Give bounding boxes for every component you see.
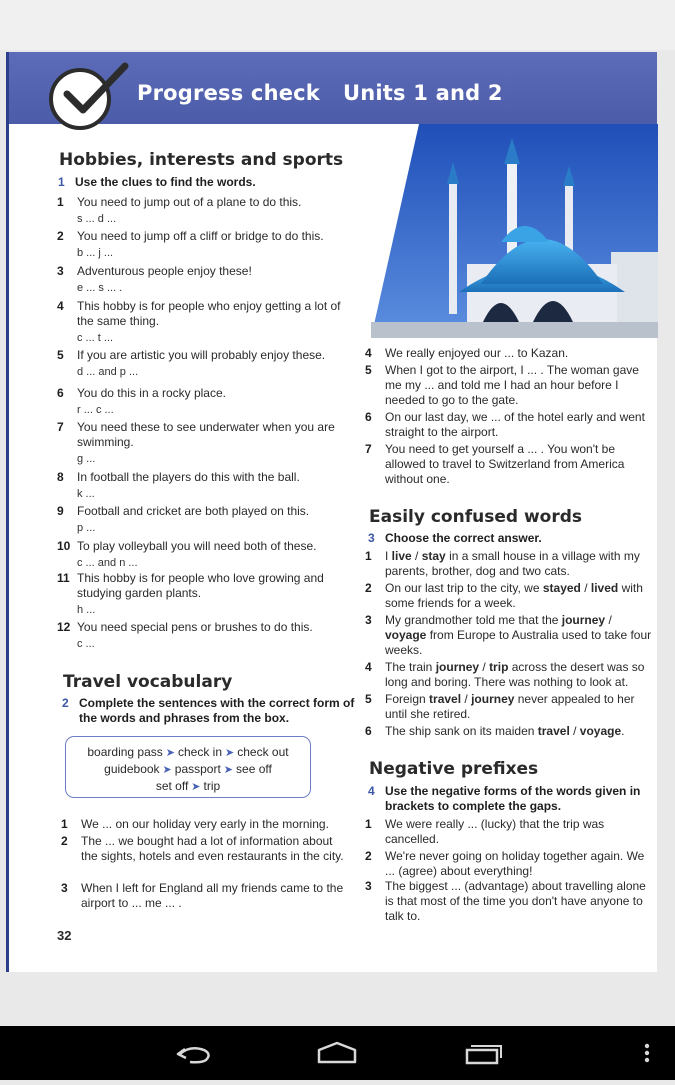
list-item <box>57 470 347 502</box>
choice-word: travel <box>429 692 462 706</box>
box-word: check out <box>237 745 289 759</box>
list-item <box>365 692 655 722</box>
item-text: When I left for England all my friends came to the airport to ... me ... . <box>81 881 344 910</box>
box-word: set off <box>155 779 189 793</box>
item-hint: e ... s ... . <box>77 282 123 294</box>
item-number: 1 <box>365 549 372 563</box>
list-item <box>57 195 347 227</box>
item-number: 3 <box>61 881 68 895</box>
exercise-2-instruction <box>62 696 359 726</box>
textbook-page <box>6 52 657 972</box>
instruction-text: Choose the correct answer. <box>385 531 542 545</box>
list-item <box>365 613 655 658</box>
list-item <box>57 571 347 618</box>
recents-button[interactable] <box>446 1026 516 1080</box>
menu-dots-icon <box>632 1026 662 1080</box>
exercise-number: 3 <box>368 531 375 545</box>
list-item <box>57 620 347 652</box>
item-hint: r ... c ... <box>77 404 114 416</box>
home-icon <box>302 1026 372 1080</box>
item-number: 11 <box>57 571 70 585</box>
recents-icon <box>446 1026 516 1080</box>
exercise-4-instruction <box>368 784 655 814</box>
page-number: 32 <box>57 928 72 943</box>
item-text: The train <box>385 660 436 674</box>
exercise-number: 4 <box>368 784 375 798</box>
item-text: To play volleyball you will need both of these. <box>77 539 317 553</box>
item-number: 3 <box>365 613 372 627</box>
list-item <box>61 834 347 864</box>
item-number: 2 <box>57 229 64 243</box>
item-text: in a small house in a village with my parents, brother, dog and two cats. <box>385 549 640 578</box>
menu-button[interactable] <box>632 1026 662 1080</box>
item-text: from Europe to Australia used to take four weeks. <box>385 628 652 657</box>
box-word: passport <box>174 762 221 776</box>
item-text: The biggest ... (advantage) about travelling alone is that most of the time you don't have anyone to talk to. <box>385 879 646 923</box>
list-item <box>57 264 347 296</box>
item-text: We ... on our holiday very early in the morning. <box>81 817 329 831</box>
item-text: You need to jump off a cliff or bridge to do this. <box>77 229 324 243</box>
checkmark-icon <box>53 58 133 128</box>
item-text: . <box>621 724 625 738</box>
item-text: My grandmother told me that the <box>385 613 562 627</box>
list-item <box>365 817 655 847</box>
item-number: 6 <box>57 386 64 400</box>
item-text: We really enjoyed our ... to Kazan. <box>385 346 569 360</box>
box-word: check in <box>177 745 223 759</box>
choice-separator: / <box>479 660 490 674</box>
item-number: 5 <box>365 692 372 706</box>
item-hint: d ... and p ... <box>77 366 139 378</box>
item-text: Foreign <box>385 692 430 706</box>
box-word: guidebook <box>104 762 160 776</box>
choice-separator: / <box>580 581 591 595</box>
section-title-travel: Travel vocabulary <box>63 672 233 692</box>
item-hint: s ... d ... <box>77 213 117 225</box>
list-item <box>61 817 347 832</box>
item-text: This hobby is for people who enjoy getting a lot of the same thing. <box>77 299 341 328</box>
list-item <box>57 539 347 571</box>
list-item <box>61 881 347 911</box>
back-button[interactable] <box>160 1026 230 1080</box>
item-hint: c ... and n ... <box>77 557 138 569</box>
section-title-negative: Negative prefixes <box>369 759 539 779</box>
item-text: You need special pens or brushes to do this. <box>77 620 313 634</box>
item-text: You do this in a rocky place. <box>77 386 226 400</box>
item-text: We were really ... (lucky) that the trip was cancelled. <box>385 817 605 846</box>
item-number: 2 <box>365 581 372 595</box>
section-title-hobbies: Hobbies, interests and sports <box>59 150 344 170</box>
item-hint: c ... <box>77 638 95 650</box>
item-number: 1 <box>57 195 64 209</box>
item-text: You need to jump out of a plane to do this. <box>77 195 302 209</box>
header-badge-title: Progress check <box>137 81 320 105</box>
arrow-icon: ➤ <box>165 747 175 759</box>
list-item <box>365 549 655 579</box>
list-item <box>365 724 655 739</box>
box-word: see off <box>236 762 272 776</box>
list-item <box>365 363 655 408</box>
list-item <box>365 849 655 879</box>
exercise-number: 2 <box>62 696 69 710</box>
item-number: 2 <box>61 834 68 848</box>
item-number: 4 <box>57 299 64 313</box>
item-number: 8 <box>57 470 64 484</box>
choice-word: journey <box>435 660 480 674</box>
item-number: 7 <box>57 420 64 434</box>
item-text: When I got to the airport, I ... . The woman gave me my ... and told me I had an hour before I needed to go to the gate. <box>385 363 639 407</box>
item-hint: b ... j ... <box>77 247 114 259</box>
exercise-number: 1 <box>58 175 65 189</box>
choice-word: voyage <box>579 724 622 738</box>
home-button[interactable] <box>302 1026 372 1080</box>
header-units-title: Units 1 and 2 <box>343 81 503 105</box>
item-text: The ... we bought had a lot of information about the sights, hotels and even restaurants in the city. <box>81 834 344 863</box>
instruction-text: Use the negative forms of the words given in brackets to complete the gaps. <box>385 784 641 813</box>
list-item <box>57 348 347 380</box>
item-text: On our last trip to the city, we <box>385 581 543 595</box>
item-text: You need these to see underwater when you are swimming. <box>77 420 335 449</box>
item-text: We're never going on holiday together again. We ... (agree) about everything! <box>385 849 645 878</box>
arrow-icon: ➤ <box>225 747 235 759</box>
list-item <box>57 299 347 346</box>
item-number: 2 <box>365 849 372 863</box>
item-number: 12 <box>57 620 71 634</box>
item-number: 1 <box>365 817 372 831</box>
item-number: 7 <box>365 442 372 456</box>
choice-word: trip <box>489 660 509 674</box>
choice-separator: / <box>461 692 472 706</box>
choice-word: live <box>391 549 412 563</box>
list-item <box>365 442 655 487</box>
choice-word: travel <box>537 724 570 738</box>
list-item <box>57 386 347 418</box>
box-word: boarding pass <box>87 745 163 759</box>
arrow-icon: ➤ <box>223 764 234 776</box>
choice-word: voyage <box>385 628 427 642</box>
item-text: with some friends for a week. <box>385 581 643 610</box>
exercise-1-instruction <box>58 175 365 190</box>
item-number: 3 <box>365 879 372 893</box>
item-number: 10 <box>57 539 71 553</box>
list-item <box>365 581 655 611</box>
item-number: 1 <box>61 817 68 831</box>
choice-word: lived <box>590 581 619 595</box>
choice-separator: / <box>569 724 580 738</box>
item-text: Football and cricket are both played on this. <box>77 504 310 518</box>
item-number: 5 <box>57 348 64 362</box>
choice-word: stayed <box>542 581 581 595</box>
item-number: 3 <box>57 264 64 278</box>
item-text: In football the players do this with the ball. <box>77 470 300 484</box>
item-text: never appealed to her until she retired. <box>385 692 635 721</box>
list-item <box>365 346 655 361</box>
back-icon <box>160 1026 230 1080</box>
item-hint: h ... <box>77 604 96 616</box>
mosque-photo <box>371 124 658 338</box>
exercise-3-instruction <box>368 531 655 546</box>
list-item <box>57 229 347 261</box>
word-box <box>65 736 311 798</box>
choice-word: journey <box>561 613 606 627</box>
list-item <box>365 660 655 690</box>
item-text: across the desert was so long and boring. There was nothing to look at. <box>385 660 645 689</box>
item-text: On our last day, we ... of the hotel early and went straight to the airport. <box>385 410 645 439</box>
instruction-text: Use the clues to find the words. <box>75 175 256 189</box>
item-number: 9 <box>57 504 64 518</box>
arrow-icon: ➤ <box>162 764 172 776</box>
item-number: 4 <box>365 660 372 674</box>
navigation-bar <box>0 1026 675 1080</box>
item-text: Adventurous people enjoy these! <box>77 264 252 278</box>
choice-separator: / <box>605 613 612 627</box>
item-number: 6 <box>365 724 372 738</box>
item-number: 4 <box>365 346 372 360</box>
item-text: You need to get yourself a ... . You won't be allowed to travel to Switzerland from America without one. <box>385 442 625 486</box>
item-number: 5 <box>365 363 372 377</box>
list-item <box>365 410 655 440</box>
status-bar <box>0 0 675 50</box>
section-title-confused: Easily confused words <box>369 507 583 527</box>
item-hint: p ... <box>77 522 96 534</box>
item-number: 6 <box>365 410 372 424</box>
arrow-icon: ➤ <box>191 781 201 793</box>
instruction-text: Complete the sentences with the correct form of the words and phrases from the box. <box>79 696 355 725</box>
item-text: I <box>385 549 392 563</box>
item-hint: g ... <box>77 453 96 465</box>
item-text: This hobby is for people who love growing and studying garden plants. <box>77 571 324 600</box>
item-text: The ship sank on its maiden <box>385 724 538 738</box>
item-hint: k ... <box>77 488 95 500</box>
list-item <box>57 504 347 536</box>
item-hint: c ... t ... <box>77 332 114 344</box>
list-item <box>365 879 655 924</box>
choice-word: journey <box>471 692 515 706</box>
item-text: If you are artistic you will probably enjoy these. <box>77 348 326 362</box>
choice-word: stay <box>421 549 446 563</box>
box-word: trip <box>203 779 221 793</box>
list-item <box>57 420 347 467</box>
choice-separator: / <box>411 549 422 563</box>
